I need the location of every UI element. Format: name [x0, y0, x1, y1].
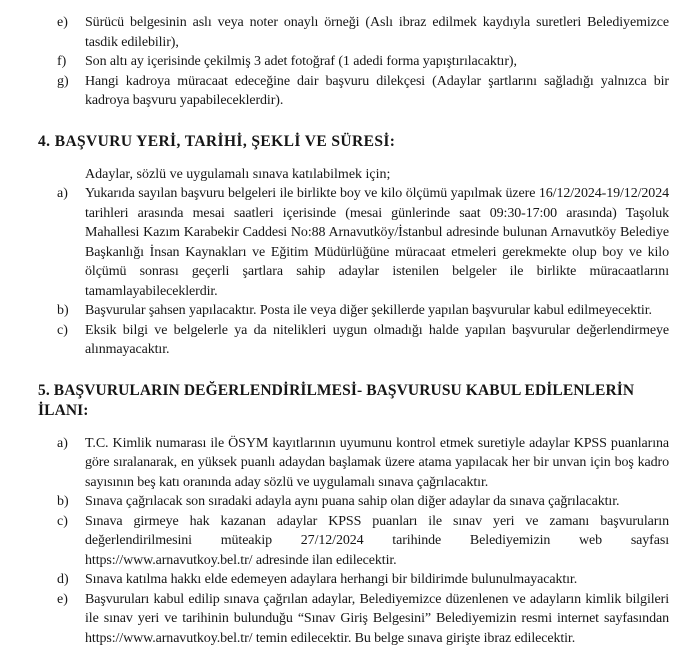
section-5-heading: 5. BAŞVURULARIN DEĞERLENDİRİLMESİ- BAŞVURUSU KABUL EDİLENLERİN İLANI: [38, 381, 635, 419]
list-item [57, 434, 669, 493]
list-item-marker: c) [57, 513, 68, 529]
list-item-text: Sınava çağrılacak son sıradaki adayla aynı puana sahip olan diğer adaylar da sınava çağrılacaktır. [85, 494, 620, 509]
list-item-marker: b) [57, 494, 69, 509]
list-item-text: Yukarıda sayılan başvuru belgeleri ile birlikte boy ve kilo ölçümü yapılmak üzere 16/12/2024-19/12/2024 tarihleri arasında mesai saatleri içerisinde (mesai günlerinde saat 09:30-17:00 arasında) Taşoluk Mahallesi Kazım Karabekir Caddesi No:88 Arnavutköy/İstanbul adresinde bulunan Arnavutköy Belediye Başkanlığı İnsan Kaynakları ve Eğitim Müdürlüğüne müracaat etmeleri gerekmekte olup boy ve kilo ölçümü sonrası geçerli şartlara sahip adaylar istenilen belgeler ile birlikte müracaatlarını tamamlayabileceklerdir. [85, 186, 669, 299]
list-item-marker: b) [57, 303, 69, 318]
list-item-text: Hangi kadroya müracaat edeceğine dair başvuru dilekçesi (Adaylar şartlarını sağladığı yalnızca bir kadroya başvuru yapabileceklerdir). [85, 73, 669, 108]
list-item [57, 184, 669, 301]
section-4-heading: 4. BAŞVURU YERİ, TARİHİ, ŞEKLİ VE SÜRESİ: [38, 132, 396, 150]
list-item-text: Sınava katılma hakkı elde edemeyen adaylara herhangi bir bildirimde bulunulmayacaktır. [85, 572, 578, 587]
list-item-marker: a) [57, 435, 68, 451]
list-item-marker: g) [57, 73, 69, 89]
list-item-marker: f) [57, 54, 67, 69]
list-item [57, 321, 669, 360]
list-item [57, 590, 669, 649]
list-item-text: Başvurular şahsen yapılacaktır. Posta ile veya diğer şekillerde yapılan başvurular kabul edilmeyecektir. [85, 303, 652, 318]
list-item-marker: d) [57, 572, 69, 587]
list-item-text: Son altı ay içerisinde çekilmiş 3 adet fotoğraf (1 adedi forma yapıştırılacaktır), [85, 54, 517, 69]
list-item [57, 570, 669, 590]
list-item [57, 512, 669, 571]
section-4-intro: Adaylar, sözlü ve uygulamalı sınava katılabilmek için; [85, 166, 391, 182]
list-item [57, 13, 669, 52]
list-item-text: Eksik bilgi ve belgelerle ya da nitelikleri uygun olmadığı halde yapılan başvurular değerlendirmeye alınmayacaktır. [85, 322, 669, 357]
list-item-text: T.C. Kimlik numarası ile ÖSYM kayıtlarının uyumunu kontrol etmek suretiyle adaylar KPSS puanlarına göre sıralanarak, en yüksek puanlı adaydan başlamak üzere atama yapılacak her bir unvan için boş kadro sayısının beş katı oranında aday sözlü ve uygulamalı sınava çağrılacaktır. [85, 435, 669, 490]
list-item-text: Başvuruları kabul edilip sınava çağrılan adaylar, Belediyemizce düzenlenen ve adayların kimlik bilgileri ile sınav yeri ve tarihinin bulunduğu “Sınav Giriş Belgesini” Belediyemizin resmi internet sayfasından https://www.arnavutkoy.bel.tr/ temin edilecektir. Bu belge sınava girişte ibraz edilecektir. [85, 591, 669, 646]
list-item-marker: e) [57, 591, 68, 607]
section-5-list [57, 434, 669, 649]
list-item-marker: e) [57, 15, 68, 30]
list-item [57, 72, 669, 111]
list-item-text: Sınava girmeye hak kazanan adaylar KPSS puanları ile sınav yeri ve zamanı başvuruların değerlendirilmesini müteakip 27/12/2024 tarihinde Belediyemizin web sayfası https://www.arnavutkoy.bel.tr/ adresinde ilan edilecektir. [85, 513, 669, 568]
list-item-text: Sürücü belgesinin aslı veya noter onaylı örneği (Aslı ibraz edilmek kaydıyla suretleri Belediyemizce tasdik edilebilir), [85, 15, 669, 50]
list-item-marker: a) [57, 186, 68, 201]
list-item [57, 492, 669, 512]
list-item [57, 301, 669, 321]
list-item [57, 52, 669, 72]
list-item-marker: c) [57, 322, 68, 338]
document-list-continued [57, 13, 669, 111]
section-4-list [57, 184, 669, 360]
